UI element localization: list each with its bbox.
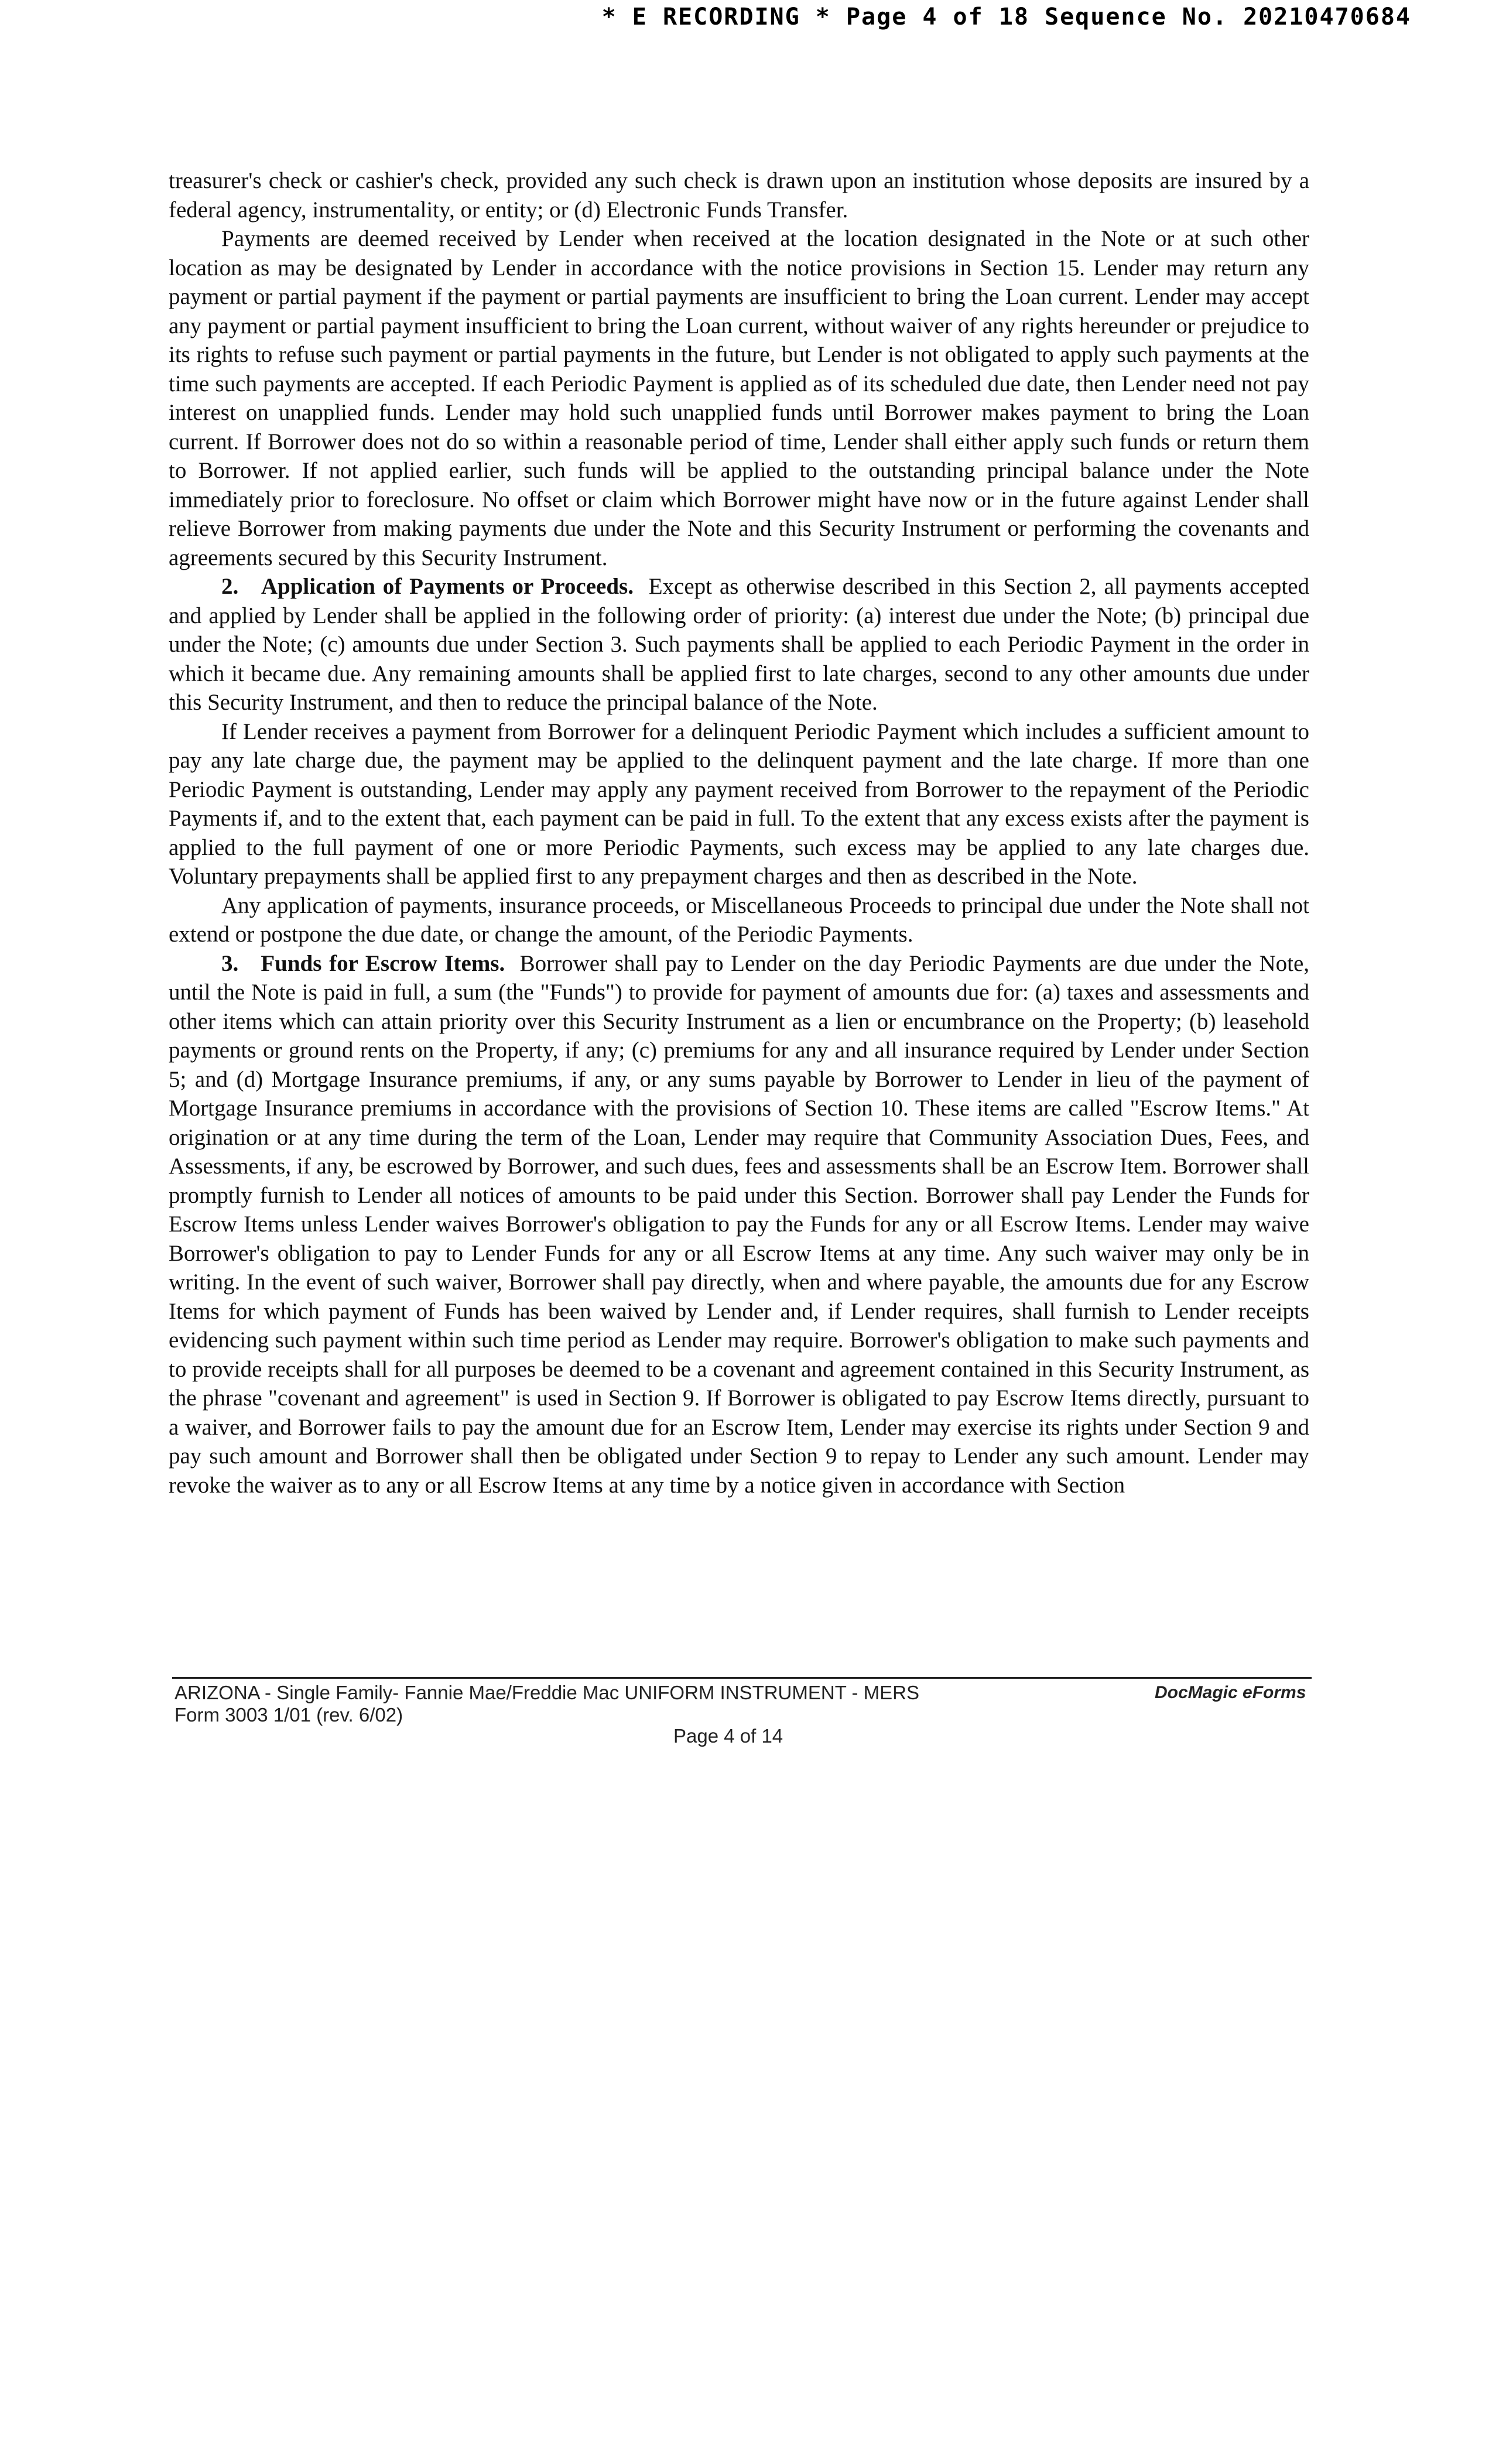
paragraph-payment-methods: treasurer's check or cashier's check, provided any such check is drawn upon an institution whose deposits are insured by a federal agency, instrumentality, or entity; or (d) Electronic Funds Transfer. bbox=[169, 168, 1309, 223]
footer-page-number: Page 4 of 14 bbox=[673, 1725, 783, 1747]
section-3-number: 3. bbox=[221, 950, 239, 976]
section-3-text: Borrower shall pay to Lender on the day Periodic Payments are due under the Note, until the Note is paid in full, a sum (the "Funds") to provide for payment of amounts due for: (a) taxes and assessments and other items which can attain priority over this Security Instrument as a lien or encumbrance on the Property; (b) leasehold payments or ground rents on the Property, if any; (c) premiums for any and all insurance required by Lender under Section 5; and (d) Mortgage Insurance premiums, if any, or any sums payable by Borrower to Lender in lieu of the payment of Mortgage Insurance premiums in accordance with the provisions of Section 10. These items are called "Escrow Items." At origination or at any time during the term of the Loan, Lender may require that Community Association Dues, Fees, and Assessments, if any, be escrowed by Borrower, and such dues, fees and assessments shall be an Escrow Item. Borrower shall promptly furnish to Lender all notices of amounts to be paid under this Section. Borrower shall pay Lender the Funds for Escrow Items unless Lender waives Borrower's obligation to pay the Funds for any or all Escrow Items. Lender may waive Borrower's obligation to pay to Lender Funds for any or all Escrow Items at any time. Any such waiver may only be in writing. In the event of such waiver, Borrower shall pay directly, when and where payable, the amounts due for any Escrow Items for which payment of Funds has been waived by Lender and, if Lender requires, shall furnish to Lender receipts evidencing such payment within such time period as Lender may require. Borrower's obligation to make such payments and to provide receipts shall for all purposes be deemed to be a covenant and agreement contained in this Security Instrument, as the phrase "covenant and agreement" is used in Section 9. If Borrower is obligated to pay Escrow Items directly, pursuant to a waiver, and Borrower fails to pay the amount due for an Escrow Item, Lender may exercise its rights under Section 9 and pay such amount and Borrower shall then be obligated under Section 9 to repay to Lender any such amount. Lender may revoke the waiver as to any or all Escrow Items at any time by a notice given in accordance with Section bbox=[169, 950, 1310, 1498]
section-2 bbox=[169, 572, 1309, 717]
section-2-number: 2. bbox=[221, 574, 239, 599]
footer-form-number: Form 3003 1/01 (rev. 6/02) bbox=[174, 1704, 403, 1726]
section-3-heading: Funds for Escrow Items. bbox=[261, 950, 505, 976]
section-2-heading: Application of Payments or Proceeds. bbox=[261, 574, 634, 599]
document-body bbox=[169, 166, 1309, 1500]
paragraph-delinquent-payment: If Lender receives a payment from Borrower for a delinquent Periodic Payment which includes a sufficient amount to pay any late charge due, the payment may be applied to the delinquent payment and the late charge. If more than one Periodic Payment is outstanding, Lender may apply any payment received from Borrower to the repayment of the Periodic Payments if, and to the extent that, each payment can be paid in full. To the extent that any excess exists after the payment is applied to the full payment of one or more Periodic Payments, such excess may be applied to any late charges due. Voluntary prepayments shall be applied first to any prepayment charges and then as described in the Note. bbox=[169, 718, 1309, 889]
docmagic-logo: DocMagic eForms bbox=[1155, 1683, 1306, 1702]
section-3 bbox=[169, 949, 1309, 1500]
recording-stamp: * E RECORDING * Page 4 of 18 Sequence No. 20210470684 bbox=[601, 4, 1411, 30]
footer-divider bbox=[172, 1677, 1312, 1679]
paragraph-application: Any application of payments, insurance proceeds, or Miscellaneous Proceeds to principal due under the Note shall not extend or postpone the due date, or change the amount, of the Periodic Payments. bbox=[169, 892, 1309, 947]
paragraph-payments-received: Payments are deemed received by Lender when received at the location designated in the Note or at such other location as may be designated by Lender in accordance with the notice provisions in Section 15. Lender may return any payment or partial payment if the payment or partial payments are insufficient to bring the Loan current. Lender may accept any payment or partial payment insufficient to bring the Loan current, without waiver of any rights hereunder or prejudice to its rights to refuse such payment or partial payments in the future, but Lender is not obligated to apply such payments at the time such payments are accepted. If each Periodic Payment is applied as of its scheduled due date, then Lender need not pay interest on unapplied funds. Lender may hold such unapplied funds until Borrower makes payment to bring the Loan current. If Borrower does not do so within a reasonable period of time, Lender shall either apply such funds or return them to Borrower. If not applied earlier, such funds will be applied to the outstanding principal balance under the Note immediately prior to foreclosure. No offset or claim which Borrower might have now or in the future against Lender shall relieve Borrower from making payments due under the Note and this Security Instrument or performing the covenants and agreements secured by this Security Instrument. bbox=[169, 226, 1309, 570]
section-2-text: Except as otherwise described in this Section 2, all payments accepted and applied by Lender shall be applied in the following order of priority: (a) interest due under the Note; (b) principal due under the Note; (c) amounts due under Section 3. Such payments shall be applied to each Periodic Payment in the order in which it became due. Any remaining amounts shall be applied first to late charges, second to any other amounts due under this Security Instrument, and then to reduce the principal balance of the Note. bbox=[169, 574, 1309, 715]
footer-form-title: ARIZONA - Single Family- Fannie Mae/Freddie Mac UNIFORM INSTRUMENT - MERS bbox=[174, 1682, 919, 1703]
footer-form-info bbox=[174, 1682, 919, 1726]
